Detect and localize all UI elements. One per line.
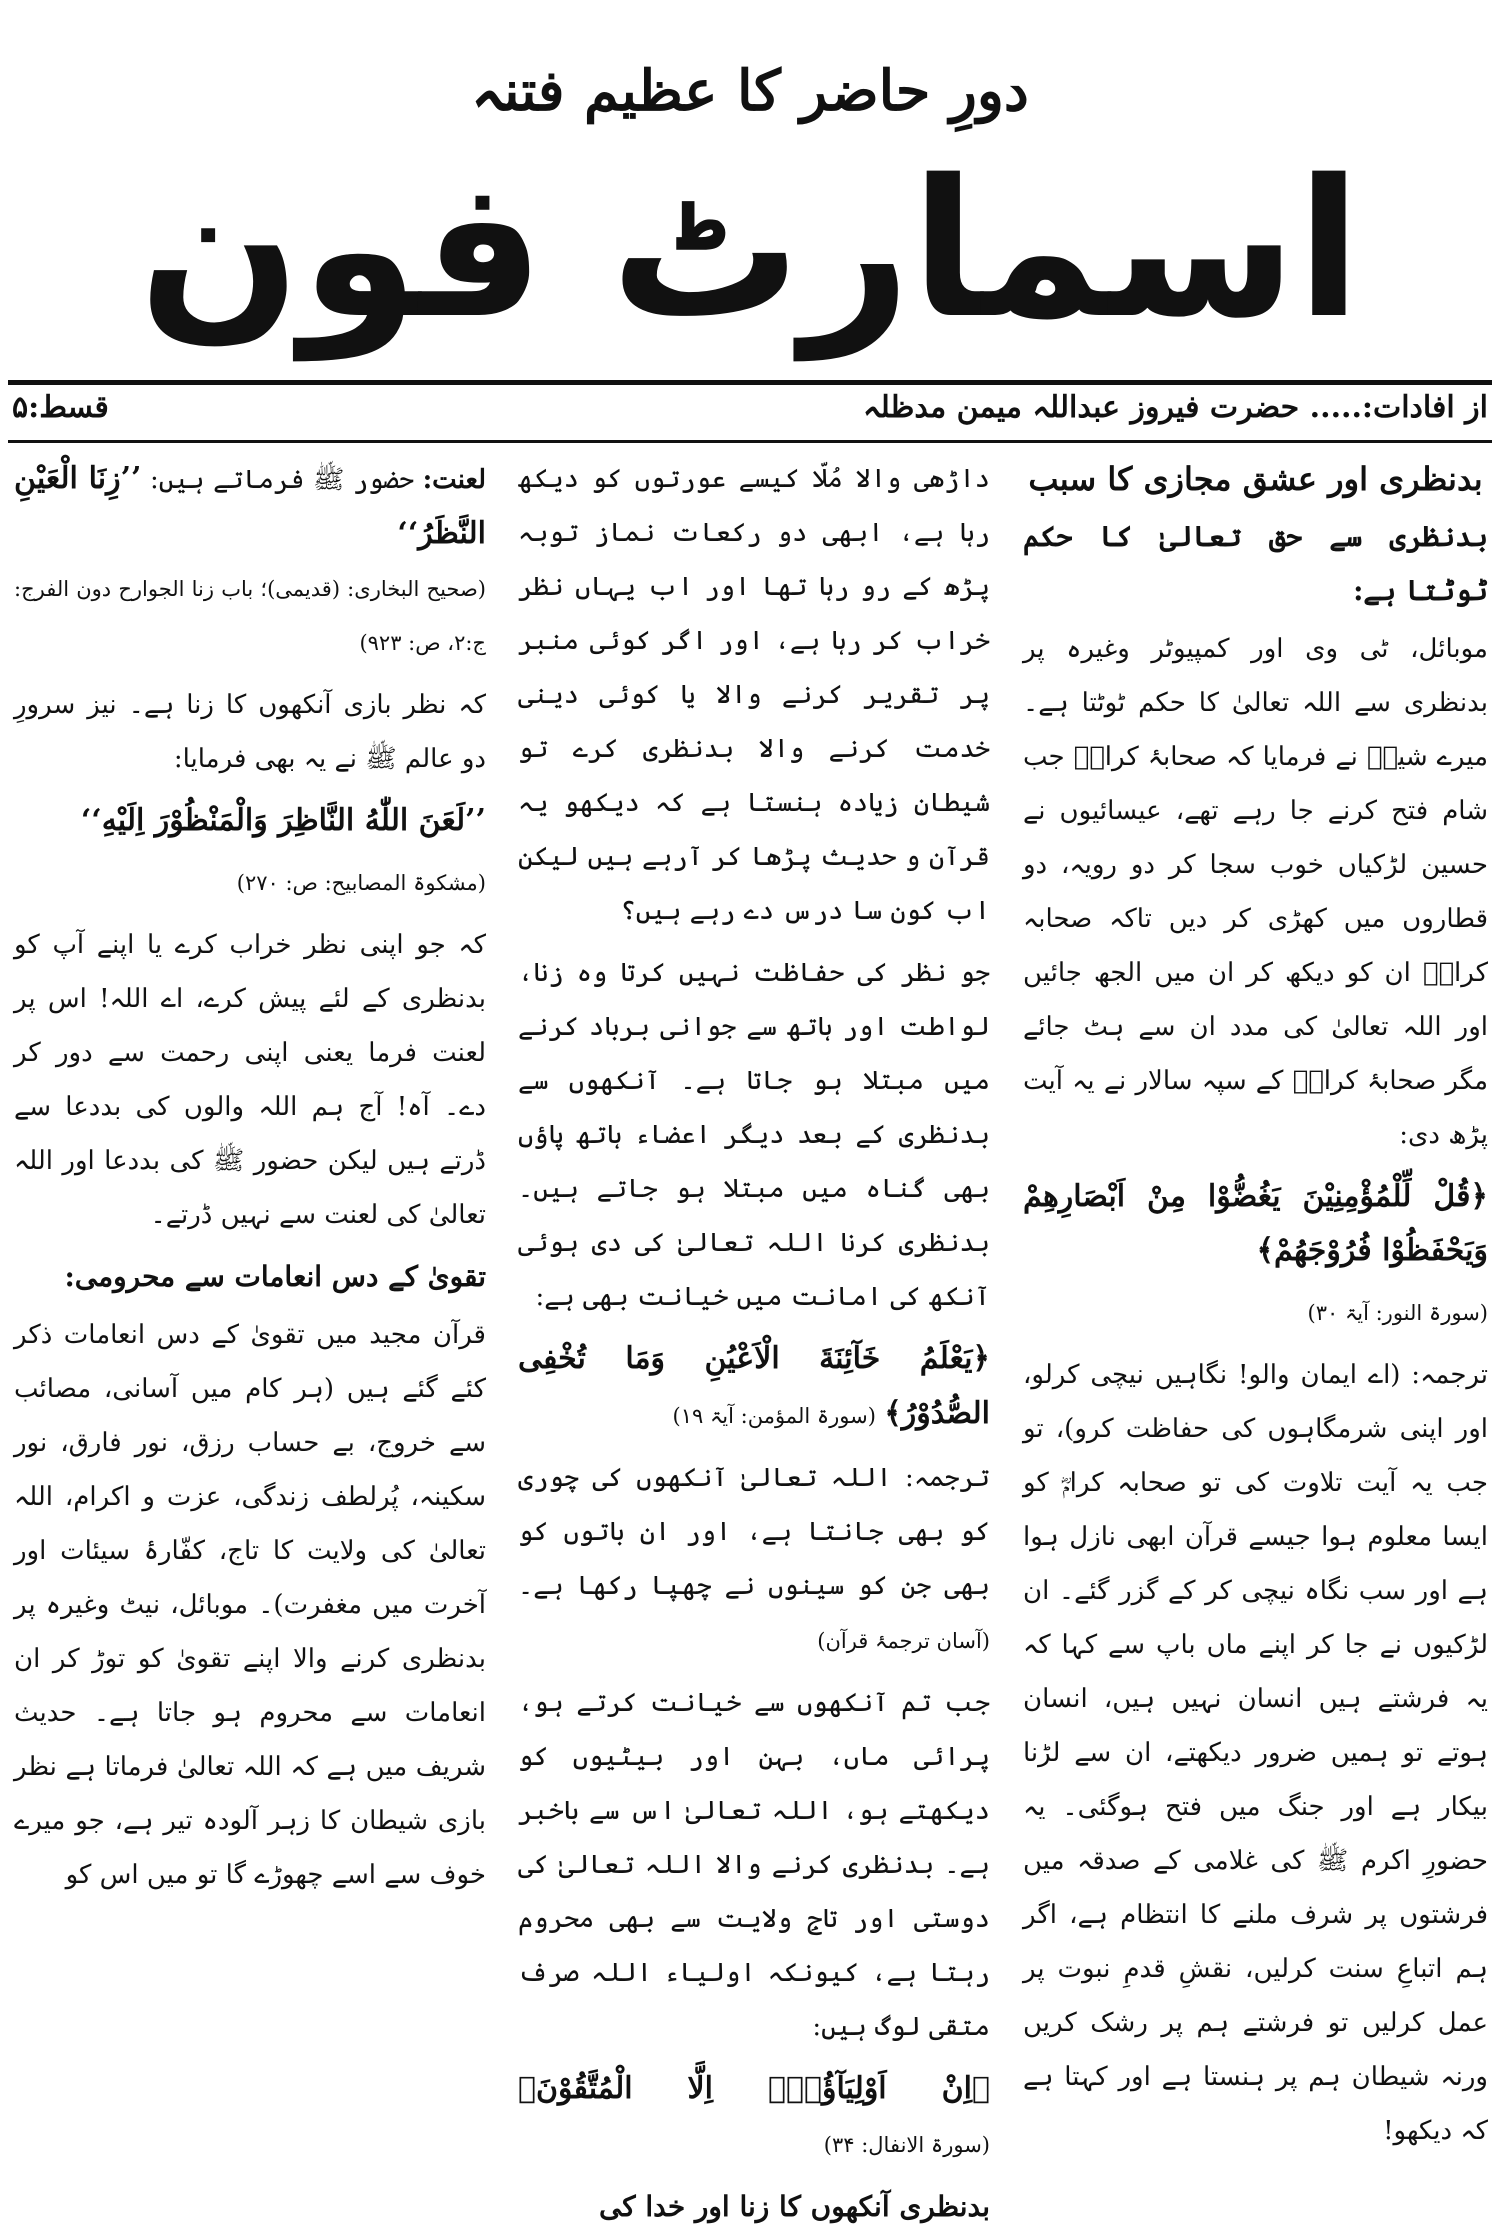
quran-verse: ﴿اِنْ اَوْلِيَآؤُهٗۤ اِلَّا الْمُتَّقُوْنَ﴾ [518, 2071, 990, 2106]
paragraph: جو نظر کی حفاظت نہیں کرتا وہ زنا، لواطت اور ہاتھ سے جوانی برباد کرنے میں مبتلا ہو جاتا ہے۔ آنکھوں سے بدنظری کے بعد دیگر اعضاء ہاتھ پاؤں بھی گناہ میں مبتلا ہو جاتے ہیں۔ بدنظری کرنا اللہ تعالیٰ کی دی ہوئی آنکھ کی امانت میں خیانت بھی ہے: [518, 958, 990, 1312]
paragraph: موبائل، ٹی وی اور کمپیوٹر وغیرہ پر بدنظری سے اللہ تعالیٰ کا حکم ٹوٹتا ہے۔ میرے شیخؒ نے فرمایا کہ صحابۂ کرامؓ جب شام فتح کرنے جا رہے تھے، عیسائیوں نے حسین لڑکیاں خوب سجا کر دو رویہ، دو قطاروں میں کھڑی کر دیں تاکہ صحابہ کرامؓ ان کو دیکھ کر ان میں الجھ جائیں اور اللہ تعالیٰ کی مدد ان سے ہٹ جائے مگر صحابۂ کرامؓ کے سپہ سالار نے یہ آیت پڑھ دی: [1023, 634, 1488, 1150]
paragraph: کہ نظر بازی آنکھوں کا زنا ہے۔ نیز سرورِ دو عالم ﷺ نے یہ بھی فرمایا: [14, 690, 486, 774]
hadith-intro: حضور ﷺ فرماتے ہیں: [150, 465, 414, 495]
quran-verse: ﴿يَعْلَمُ خَآئِنَةَ الْاَعْيُنِ وَمَا تُخْفِى الصُّدُوْرُ﴾ [518, 1341, 990, 1431]
hadith-reference: (صحیح البخاری: (قدیمی)؛ باب زنا الجوارح دون الفرج: ج:۲، ص: ۹۲۳) [14, 577, 486, 655]
installment-label: قسط:۵ [12, 390, 109, 425]
paragraph: جب تم آنکھوں سے خیانت کرتے ہو، پرائی ماں، بہن اور بیٹیوں کو دیکھتے ہو، اللہ تعالیٰ اس سے باخبر ہے۔ بدنظری کرنے والا اللہ تعالیٰ کی دوستی اور تاجِ ولایت سے بھی محروم رہتا ہے، کیونکہ اولیاء اللہ صرف متقی لوگ ہیں: [518, 1688, 990, 2042]
header-rule-top [8, 380, 1492, 385]
quran-verse-block [518, 1332, 990, 1443]
paragraph: قرآن مجید میں تقویٰ کے دس انعامات ذکر کئے گئے ہیں (ہر کام میں آسانی، مصائب سے خروج، بے حساب رزق، نور فارق، نور سکینہ، پُرلطف زندگی، عزت و اکرام، اللہ تعالیٰ کی ولایت کا تاج، کفّارۂ سیئات اور آخرت میں مغفرت)۔ موبائل، نیٹ وغیرہ پر بدنظری کرنے والا اپنے تقویٰ کو توڑ کر ان انعامات سے محروم ہو جاتا ہے۔ حدیث شریف میں ہے کہ اللہ تعالیٰ فرماتا ہے نظر بازی شیطان کا زہر آلودہ تیر ہے، جو میرے خوف سے اسے چھوڑے گا تو میں اس کو [14, 1320, 486, 1890]
paragraph: داڑھی والا مُلّا کیسے عورتوں کو دیکھ رہا ہے، ابھی دو رکعات نماز توبہ پڑھ کے رو رہا تھا اور اب یہاں نظر خراب کر رہا ہے، اور اگر کوئی منبر پر تقریر کرنے والا یا کوئی دینی خدمت کرنے والا بدنظری کرے تو شیطان زیادہ ہنستا ہے کہ دیکھو یہ قرآن و حدیث پڑھا کر آرہے ہیں لیکن اب کون سا درس دے رہے ہیں؟ [518, 464, 990, 926]
hadith-text: ’’زِنَا الْعَيْنِ النَّظَرُ‘‘ [14, 461, 486, 551]
column-left [14, 452, 486, 2192]
translation-block [518, 1451, 990, 1668]
section-heading: بدنظری اور عشق مجازی کا سبب [1028, 460, 1483, 498]
hadith-reference: (مشکوۃ المصابیح: ص: ۲۷۰) [236, 871, 486, 895]
verse-reference: (سورۃ الانفال: ۳۴) [823, 2133, 990, 2157]
hadith-text: ’’لَعَنَ اللّٰهُ النَّاظِرَ وَالْمَنْظُوْرَ اِلَيْهِ‘‘ [80, 803, 486, 838]
paragraph: کہ جو اپنی نظر خراب کرے یا اپنے آپ کو بدنظری کے لئے پیش کرے، اے اللہ! اس پر لعنت فرما یعنی اپنی رحمت سے دور کر دے۔ آہ! آج ہم اللہ والوں کی بددعا سے ڈرتے ہیں لیکن حضور ﷺ کی بددعا اور اللہ تعالیٰ کی لعنت سے نہیں ڈرتے۔ [14, 930, 486, 1230]
quran-verse: ﴿قُلْ لِّلْمُؤْمِنِيْنَ يَغُضُّوْا مِنْ اَبْصَارِهِمْ وَيَحْفَظُوْا فُرُوْجَهُمْ﴾ [1023, 1179, 1488, 1268]
continued-line: بدنظری آنکھوں کا زنا اور خدا کی [598, 2190, 990, 2223]
hadith-block [14, 452, 486, 670]
lead-label: لعنت: [422, 465, 487, 495]
section-subheading: بدنظری سے حق تعالیٰ کا حکم ٹوٹتا ہے: [1023, 520, 1488, 607]
verse-reference: (سورۃ النور: آیۃ ۳۰) [1307, 1301, 1488, 1325]
verse-reference: (سورۃ المؤمن: آیۃ ۱۹) [672, 1404, 876, 1428]
byline-bar [8, 386, 1492, 436]
section-subheading: تقویٰ کے دس انعامات سے محرومی: [64, 1260, 486, 1293]
translation-reference: (آسان ترجمۂ قرآن) [817, 1629, 990, 1653]
header-rule-bottom [8, 440, 1492, 443]
translation-text: ترجمہ: اللہ تعالیٰ آنکھوں کی چوری کو بھی جانتا ہے، اور ان باتوں کو بھی جن کو سینوں نے چھپا رکھا ہے۔ [518, 1463, 990, 1601]
column-right [1023, 452, 1488, 2192]
article-kicker: دورِ حاضر کا عظیم فتنہ [471, 58, 1029, 124]
paragraph: ترجمہ: (اے ایمان والو! نگاہیں نیچی کرلو، اور اپنی شرمگاہوں کی حفاظت کرو)، تو جب یہ آیت تلاوت کی تو صحابہ کرامؓ کو ایسا معلوم ہوا جیسے قرآن ابھی نازل ہوا ہے اور سب نگاہ نیچی کر کے گزر گئے۔ ان لڑکیوں نے جا کر اپنے ماں باپ سے کہا کہ یہ فرشتے ہیں انسان نہیں ہیں، انسان ہوتے تو ہمیں ضرور دیکھتے، ان سے لڑنا بیکار ہے اور جنگ میں فتح ہوگئی۔ یہ حضورِ اکرم ﷺ کی غلامی کے صدقہ میں فرشتوں پر شرف ملنے کا انتظام ہے، اگر ہم اتباعِ سنت کرلیں، نقشِ قدمِ نبوت پر عمل کرلیں تو فرشتے ہم پر رشک کریں ورنہ شیطان ہم پر ہنستا ہے اور کہتا ہے کہ دیکھو! [1023, 1360, 1488, 2146]
quran-verse-block [518, 2062, 990, 2172]
article-headline: اسمارٹ فون [138, 139, 1362, 360]
column-middle [518, 452, 990, 2223]
author-byline: از افادات:..... حضرت فیروز عبداللہ میمن مدظلہ [862, 390, 1488, 425]
